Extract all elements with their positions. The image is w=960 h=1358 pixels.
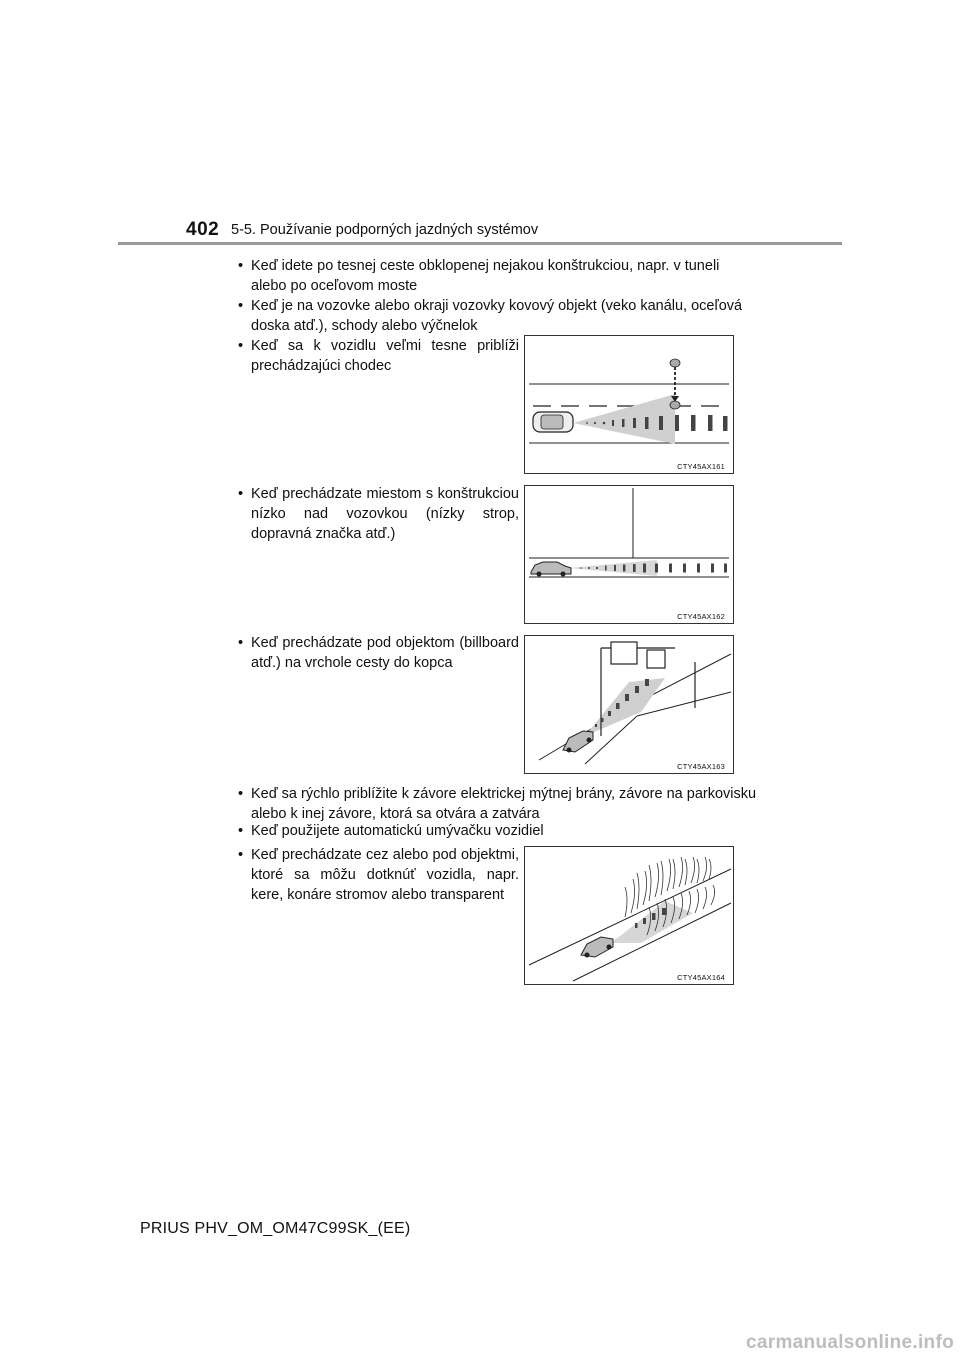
figure-vegetation (524, 846, 734, 985)
figure-pedestrian (524, 335, 734, 474)
section-title: 5-5. Používanie podporných jazdných systémov (231, 222, 539, 238)
car-pedestrian-radar-illustration (525, 336, 733, 473)
header-divider (118, 242, 842, 245)
bullet-item: • Keď idete po tesnej ceste obklopenej nejakou konštrukciou, napr. v tuneli alebo po oceľovom moste (238, 256, 757, 296)
watermark: carmanualsonline.info (746, 1332, 954, 1353)
car-uphill-billboard-illustration (525, 636, 733, 773)
bullet-item: • Keď sa rýchlo priblížite k závore elektrickej mýtnej brány, závore na parkovisku alebo k inej závore, ktorá sa otvára a zatvára (238, 784, 757, 824)
bullet-item: • Keď sa k vozidlu veľmi tesne priblíži prechádzajúci chodec (238, 336, 519, 376)
car-vegetation-illustration (525, 847, 733, 984)
figure-code: CTY45AX163 (677, 762, 725, 771)
page-number: 402 (186, 219, 220, 240)
footer-doc-id: PRIUS PHV_OM_OM47C99SK_(EE) (140, 1220, 411, 1237)
bullet-item: • Keď použijete automatickú umývačku vozidiel (238, 821, 757, 841)
figure-code: CTY45AX162 (677, 612, 725, 621)
car-low-structure-radar-illustration (525, 486, 733, 623)
figure-code: CTY45AX164 (677, 973, 725, 982)
figure-uphill-billboard (524, 635, 734, 774)
bullet-item: • Keď prechádzate cez alebo pod objektmi, ktoré sa môžu dotknúť vozidla, napr. kere, konáre stromov alebo transparent (238, 845, 519, 905)
bullet-item: • Keď prechádzate miestom s konštrukciou nízko nad vozovkou (nízky strop, dopravná značka atď.) (238, 484, 519, 544)
figure-code: CTY45AX161 (677, 462, 725, 471)
bullet-item: • Keď je na vozovke alebo okraji vozovky kovový objekt (veko kanálu, oceľová doska atď.), schody alebo výčnelok (238, 296, 757, 336)
bullet-item: • Keď prechádzate pod objektom (billboard atď.) na vrchole cesty do kopca (238, 633, 519, 673)
figure-low-structure (524, 485, 734, 624)
